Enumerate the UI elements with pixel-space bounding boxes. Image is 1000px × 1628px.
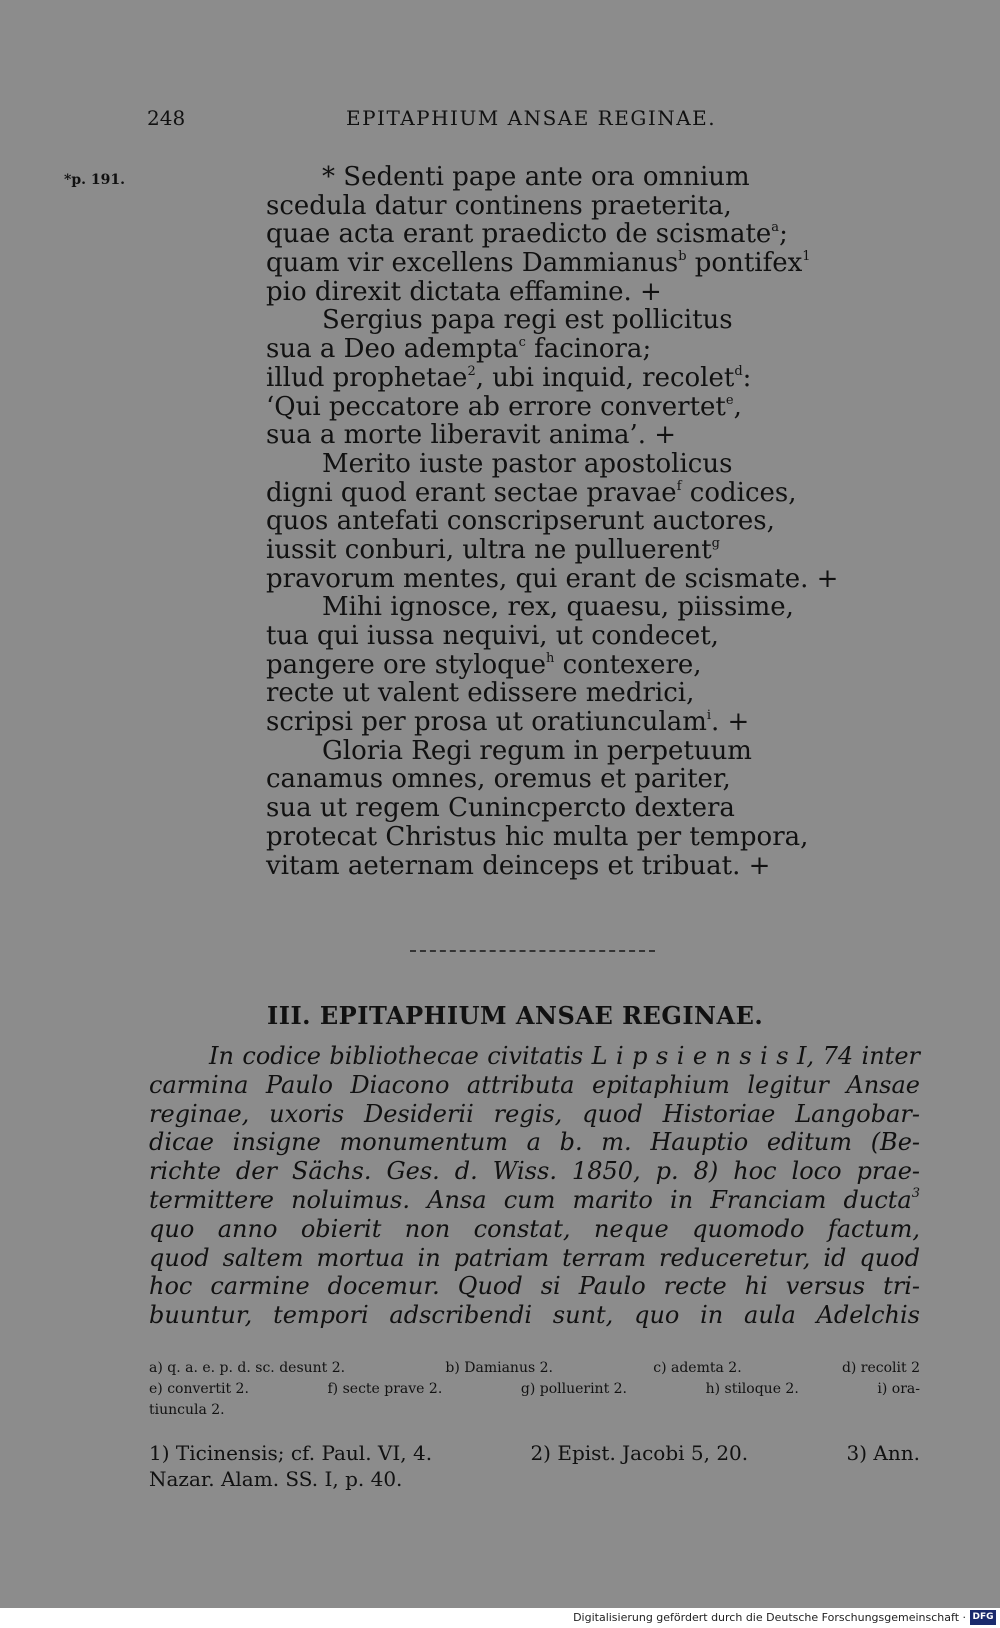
- poem-line: [266, 536, 966, 565]
- poem-text: pravorum mentes, qui erant de scismate. +: [266, 563, 839, 594]
- poem-text: recte ut valent edissere medrici,: [266, 678, 695, 709]
- poem-line: [266, 479, 966, 508]
- intro-text: buuntur, tempori adscribendi sunt, quo in aula Adelchis: [149, 1301, 920, 1330]
- poem-text: :: [742, 362, 752, 393]
- poem-line: [266, 220, 966, 249]
- variant-notes-row: [149, 1400, 920, 1421]
- poem-text: ,: [733, 391, 742, 422]
- intro-paragraph: [149, 1042, 920, 1330]
- poem-line: [266, 565, 966, 594]
- poem: [266, 163, 966, 880]
- footnotes-row: [149, 1440, 920, 1466]
- footnote-marker: d: [734, 363, 743, 379]
- footnote: Nazar. Alam. SS. I, p. 40.: [149, 1467, 403, 1491]
- poem-line: [266, 306, 966, 335]
- section-title: III. EPITAPHIUM ANSAE REGINAE.: [267, 1001, 764, 1030]
- variant-notes-row: [149, 1358, 920, 1379]
- poem-text: quae acta erant praedicto de scismate: [266, 219, 772, 250]
- poem-line: [266, 507, 966, 536]
- poem-line: [266, 393, 966, 422]
- footnote-marker: b: [678, 249, 687, 265]
- poem-line: [266, 593, 966, 622]
- credit-text: Digitalisierung gefördert durch die Deutsche Forschungsgemeinschaft ·: [573, 1611, 966, 1624]
- poem-line: [266, 765, 966, 794]
- poem-line: [266, 823, 966, 852]
- poem-text: , ubi inquid, recolet: [475, 362, 735, 393]
- poem-text: sua a Deo adempta: [266, 334, 519, 365]
- poem-text: . +: [711, 707, 750, 738]
- intro-line: [149, 1100, 920, 1129]
- dfg-logo-icon: DFG: [970, 1610, 996, 1625]
- intro-text: hoc carmine docemur. Quod si Paulo recte hi versus tri-: [149, 1272, 920, 1301]
- poem-text: quos antefati conscripserunt auctores,: [266, 506, 775, 537]
- variant-note: g) polluerint 2.: [520, 1381, 628, 1397]
- poem-line: [266, 737, 966, 766]
- poem-text: canamus omnes, oremus et pariter,: [266, 764, 731, 795]
- section-divider: [410, 950, 655, 952]
- poem-line: [266, 450, 966, 479]
- footnote-marker: h: [545, 650, 555, 666]
- poem-line: [266, 708, 966, 737]
- poem-text: contexere,: [554, 649, 702, 680]
- poem-text: iussit conburi, ultra ne pulluerent: [266, 534, 712, 565]
- intro-line: [149, 1301, 920, 1330]
- poem-text: quam vir excellens Dammianus: [266, 248, 679, 279]
- intro-text: termittere noluimus. Ansa cum marito in Franciam ducta: [149, 1185, 912, 1214]
- variant-note: h) stiloque 2.: [705, 1381, 799, 1397]
- footnotes-row: [149, 1466, 920, 1492]
- footnote-marker: g: [711, 535, 720, 551]
- poem-text: illud prophetae: [266, 362, 468, 393]
- poem-line: [266, 364, 966, 393]
- poem-text: Sergius papa regi est pollicitus: [322, 305, 733, 336]
- intro-text: richte der Sächs. Ges. d. Wiss. 1850, p. 8) hoc loco prae-: [149, 1157, 920, 1186]
- poem-text: pontifex: [686, 248, 803, 279]
- poem-text: scedula datur continens praeterita,: [266, 190, 732, 221]
- footnote: 2) Epist. Jacobi 5, 20.: [530, 1441, 749, 1465]
- poem-line: [266, 335, 966, 364]
- intro-line: [149, 1128, 920, 1157]
- footnote-marker: 3: [911, 1185, 920, 1201]
- footnote-marker: f: [676, 478, 682, 494]
- footnotes: [149, 1440, 920, 1492]
- poem-text: scripsi per prosa ut oratiunculam: [266, 707, 707, 738]
- poem-text: codices,: [681, 477, 797, 508]
- poem-text: Mihi ignosce, rex, quaesu, piissime,: [322, 592, 794, 623]
- variant-note: d) recolit 2: [841, 1360, 920, 1376]
- intro-line: [149, 1244, 920, 1273]
- poem-text: * Sedenti pape ante ora omnium: [322, 162, 750, 192]
- poem-text: tua qui iussa nequivi, ut condecet,: [266, 621, 719, 651]
- intro-text: In codice bibliothecae civitatis L i p s i e n s i s I, 74 inter: [209, 1042, 920, 1070]
- intro-text: reginae, uxoris Desiderii regis, quod Historiae Langobar-: [149, 1099, 920, 1128]
- variant-notes: [149, 1358, 920, 1421]
- footnote-marker: 2: [467, 363, 476, 379]
- intro-line: [149, 1042, 920, 1071]
- variant-note: e) convertit 2.: [149, 1381, 249, 1397]
- variant-note: f) secte prave 2.: [327, 1381, 443, 1397]
- footnote-marker: e: [725, 392, 734, 408]
- poem-line: [266, 192, 966, 221]
- page-number: 248: [147, 106, 186, 130]
- poem-line: [266, 651, 966, 680]
- poem-text: sua ut regem Cunincpercto dextera: [266, 793, 735, 824]
- intro-line: [149, 1071, 920, 1100]
- poem-text: ‘Qui peccatore ab errore convertet: [266, 391, 726, 422]
- footnote-marker: c: [518, 335, 526, 351]
- running-head: [0, 106, 1000, 136]
- intro-line: [149, 1215, 920, 1244]
- variant-note: c) ademta 2.: [653, 1360, 742, 1376]
- variant-notes-row: [149, 1379, 920, 1400]
- poem-line: [266, 622, 966, 651]
- poem-text: protecat Christus hic multa per tempora,: [266, 821, 809, 852]
- poem-text: Merito iuste pastor apostolicus: [322, 448, 733, 479]
- poem-line: [266, 679, 966, 708]
- poem-text: sua a morte liberavit anima’. +: [266, 420, 677, 451]
- footnote-marker: a: [771, 220, 780, 236]
- intro-text: quod saltem mortua in patriam terram reduceretur, id quod: [149, 1243, 920, 1272]
- poem-line: [266, 278, 966, 307]
- intro-line: [149, 1157, 920, 1186]
- poem-text: facinora;: [525, 334, 652, 365]
- variant-note: a) q. a. e. p. d. sc. desunt 2.: [149, 1360, 346, 1376]
- intro-text: carmina Paulo Diacono attributa epitaphium legitur Ansae: [149, 1070, 920, 1099]
- intro-text: quo anno obierit non constat, neque quomodo factum,: [149, 1214, 920, 1243]
- variant-note: b) Damianus 2.: [445, 1360, 553, 1376]
- intro-line: [149, 1272, 920, 1301]
- poem-text: pangere ore styloque: [266, 649, 546, 680]
- poem-line: [266, 794, 966, 823]
- poem-text: Gloria Regi regum in perpetuum: [322, 735, 752, 766]
- variant-note: tiuncula 2.: [149, 1402, 225, 1418]
- footnote: 1) Ticinensis; cf. Paul. VI, 4.: [149, 1441, 433, 1465]
- running-title: EPITAPHIUM ANSAE REGINAE.: [346, 106, 717, 130]
- poem-text: digni quod erant sectae pravae: [266, 477, 677, 508]
- variant-note: i) ora-: [877, 1381, 920, 1397]
- footnote: 3) Ann.: [846, 1441, 920, 1465]
- poem-line: [266, 163, 966, 192]
- intro-text: dicae insigne monumentum a b. m. Hauptio editum (Be-: [149, 1128, 920, 1157]
- margin-reference: *p. 191.: [64, 172, 125, 188]
- poem-text: vitam aeternam deinceps et tribuat. +: [266, 850, 771, 881]
- poem-line: [266, 421, 966, 450]
- footnote-marker: i: [706, 708, 712, 724]
- poem-text: ;: [779, 219, 788, 250]
- poem-line: [266, 852, 966, 881]
- footnote-marker: 1: [802, 249, 811, 265]
- digitization-credit-bar: [0, 1608, 1000, 1628]
- poem-line: [266, 249, 966, 278]
- intro-line: [149, 1186, 920, 1215]
- poem-text: pio direxit dictata effamine. +: [266, 276, 662, 307]
